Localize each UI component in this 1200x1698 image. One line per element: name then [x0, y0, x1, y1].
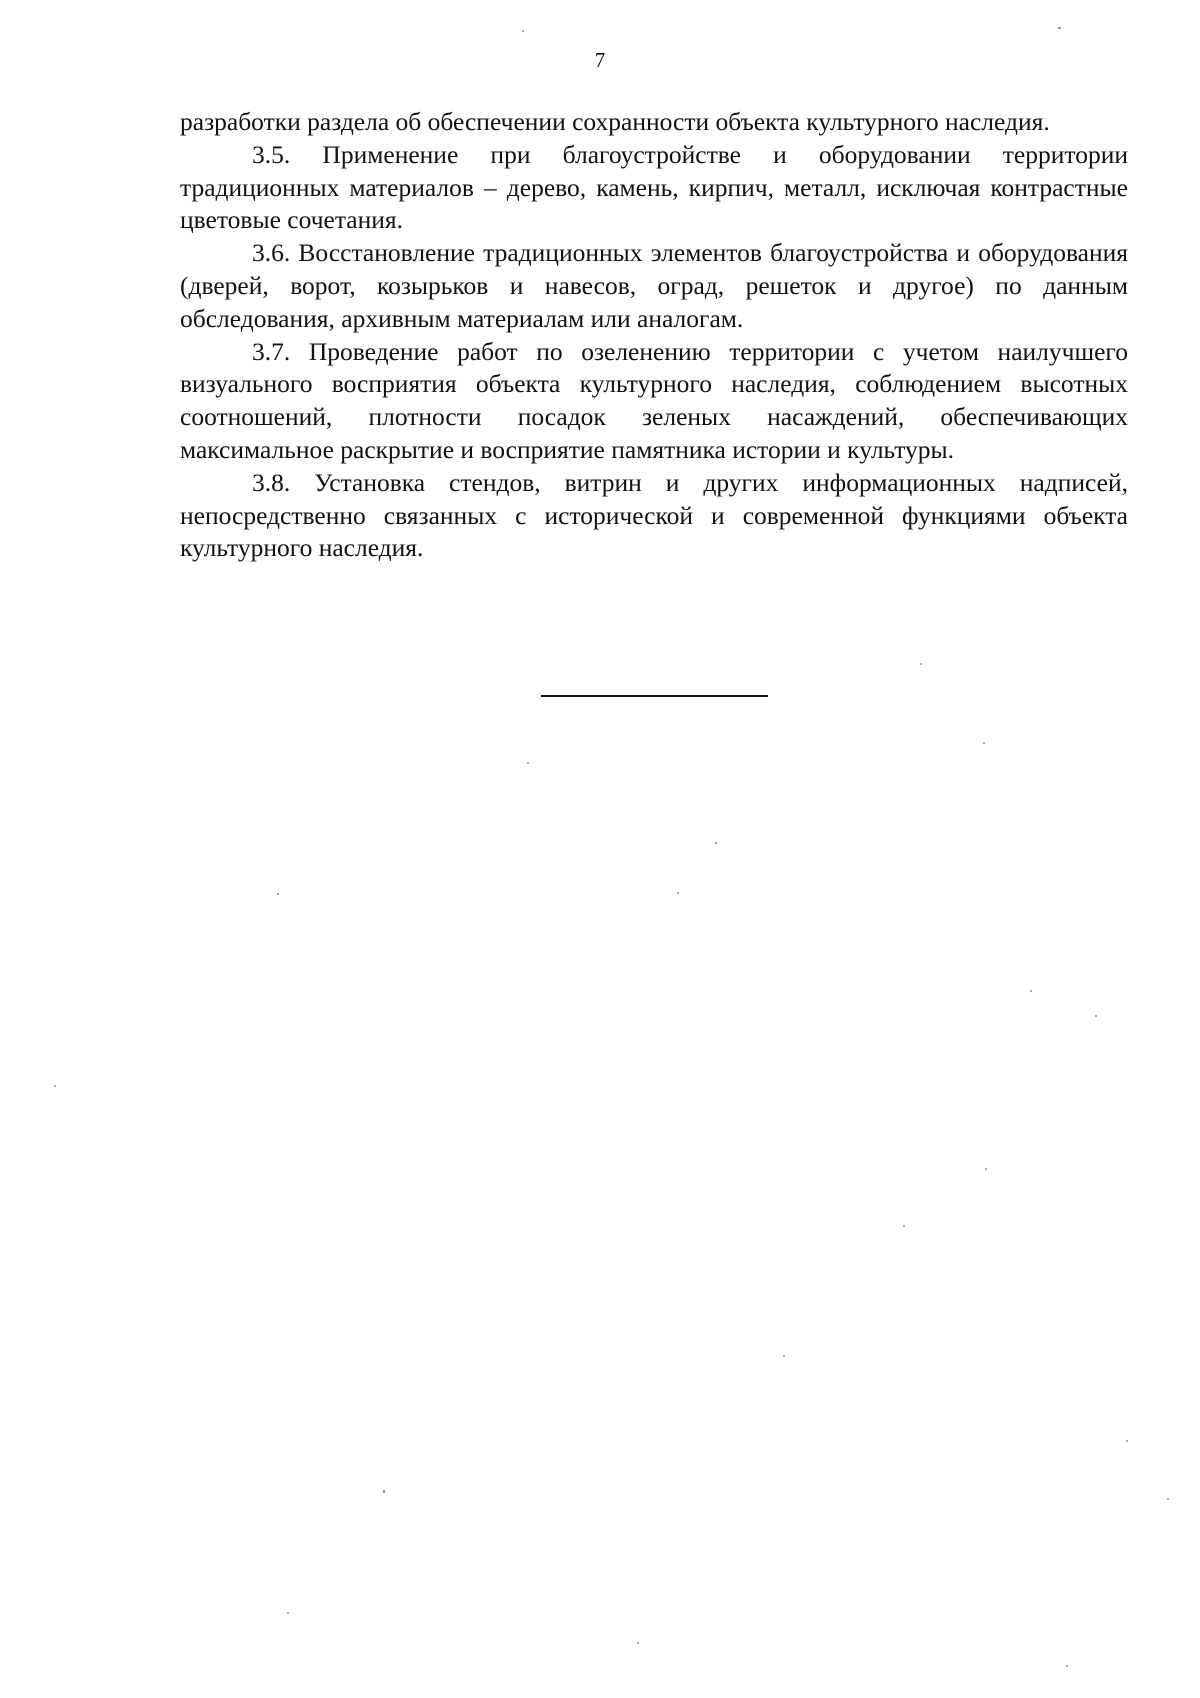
scan-speck	[1095, 1015, 1097, 1017]
paragraph-text: разработки раздела об обеспечении сохранности объекта культурного наследия.	[180, 107, 1050, 136]
paragraph-number: 3.5.	[252, 139, 291, 169]
paragraph-number: 3.6.	[252, 238, 291, 268]
scan-speck	[903, 1225, 905, 1227]
scan-speck	[1030, 990, 1032, 992]
closing-rule	[541, 695, 768, 697]
paragraph-3-6	[180, 237, 1128, 335]
paragraph-text: Восстановление традиционных элементов благоустройства и оборудования (дверей, ворот, козырьков и навесов, оград, решеток и другое) по данным обследования, архивным материалам или аналогам.	[180, 238, 1129, 333]
scan-speck	[54, 1085, 56, 1087]
page-number: 7	[594, 48, 606, 72]
scan-speck	[383, 1490, 385, 1493]
paragraph-text: Применение при благоустройстве и оборудовании территории традиционных материалов – дерево, камень, кирпич, металл, исключая контрастные цветовые сочетания.	[180, 139, 1129, 235]
scan-speck	[527, 762, 529, 764]
paragraph-3-7	[180, 336, 1128, 467]
paragraph-3-5	[180, 139, 1128, 237]
scan-speck	[637, 1642, 639, 1644]
paragraph-number: 3.7.	[252, 336, 291, 366]
scan-speck	[985, 1168, 987, 1170]
scan-speck	[983, 742, 985, 744]
scan-speck	[1167, 1498, 1169, 1500]
scan-speck	[287, 1612, 289, 1614]
paragraph-number: 3.8.	[252, 467, 291, 497]
paragraph-text: Установка стендов, витрин и других информационных надписей, непосредственно связанных с исторической и современной функциями объекта культурного наследия.	[180, 467, 1128, 563]
scan-speck	[783, 1355, 785, 1357]
scan-speck	[920, 663, 922, 665]
scan-speck	[1126, 1440, 1128, 1442]
scan-speck	[1066, 1665, 1068, 1667]
paragraph-3-8	[180, 467, 1128, 565]
scan-speck	[715, 842, 717, 844]
paragraph-continuation	[180, 106, 1128, 139]
scan-speck	[1058, 27, 1061, 29]
document-body	[180, 106, 1128, 565]
paragraph-text: Проведение работ по озеленению территории с учетом наилучшего визуального восприятия объекта культурного наследия, соблюдением высотных соотношений, плотности посадок зеленых насаждений, обеспечивающих максимальное раскрытие и восприятие памятника истории и культуры.	[180, 336, 1128, 464]
scan-speck	[277, 893, 279, 895]
scan-speck	[522, 30, 524, 32]
scan-speck	[677, 892, 679, 894]
